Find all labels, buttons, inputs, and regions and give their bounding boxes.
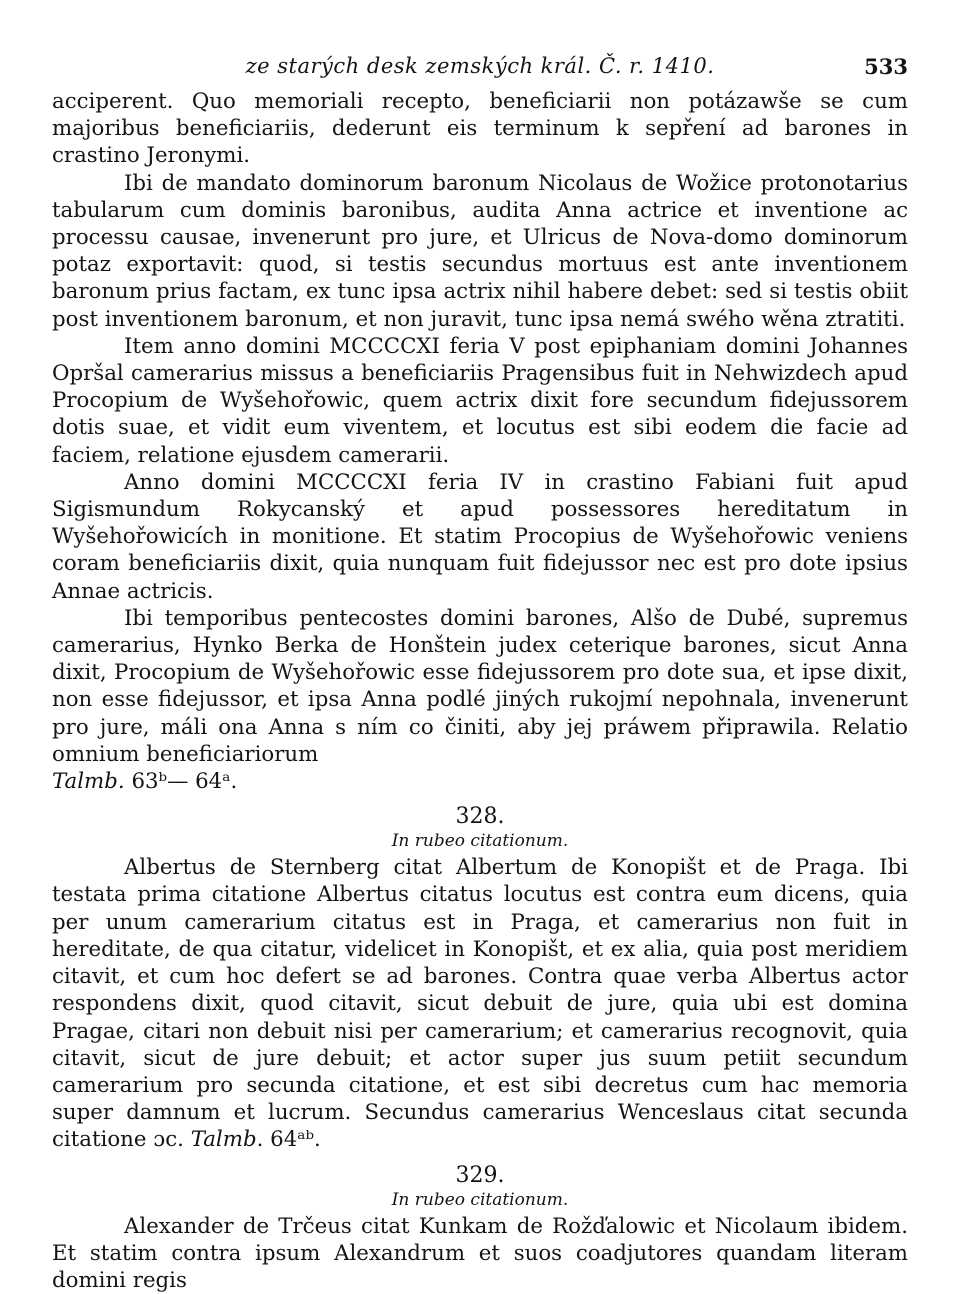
entry-number-328: 328. xyxy=(455,804,505,830)
source-reference-folio: 63ᵇ— 64ᵃ. xyxy=(131,769,238,795)
entry-328-reference-folio: 64ᵃᵇ. xyxy=(270,1127,321,1153)
paragraph-pentecostes xyxy=(52,605,908,795)
entry-source-328: In rubeo citationum. xyxy=(391,831,569,852)
entry-328-reference-label: Talmb. xyxy=(190,1127,264,1153)
entry-text-329: Alexander de Trčeus citat Kunkam de Rožďalowic et Nicolaum ibidem. Et statim contra ipsum Alexandrum et suos coadjutores quandam literam domini regis xyxy=(52,1213,908,1293)
entry-text-328-body: Albertus de Sternberg citat Albertum de Konopišt et de Praga. Ibi testata prima citatione Albertus citatus locutus est contra eum dicens, quia per unum camerarium citatus est in Praga, et camerarius non fuit in hereditate, de qua citatur, videlicet in Konopišt, et ex alia, quia post meridiem citavit, et cum hoc defert se ad barones. Contra quae verba Albertus actor respondens dixit, quod citavit, sicut debuit de jure, quia ubi est domina Pragae, citari non debuit nisi per camerarium; et camerarius recognovit, quia citavit, sicut de jure debuit; et actor super jus suum petiit secundum camerarium pro secunda citatione, et est sibi decretus cum hac memoria super damnum et lucrum. Secundus camerarius Wenceslaus citat secunda citatione ɔc. xyxy=(52,855,908,1153)
entry-text-328 xyxy=(52,854,908,1153)
paragraph-oprsal: Item anno domini MCCCCXI feria V post epiphaniam domini Johannes Opršal camerarius missus a beneficiariis Pragensibus fuit in Nehwizdech apud Procopium de Wyšehořowic, quem actrix dixit fore secundum fidejussorem dotis suae, et vidit eum viventem, et locutus est sibi eodem die facie ad faciem, relatione ejusdem camerarii. xyxy=(52,333,908,468)
paragraph-continuation: acciperent. Quo memoriali recepto, beneficiarii non potázawše se cum majoribus beneficiariis, dederunt eis terminum k sepření ad barones in crastino Jeronymi. xyxy=(52,89,908,169)
paragraph-pentecostes-text: Ibi temporibus pentecostes domini barones, Alšo de Dubé, supremus camerarius, Hynko Berka de Honštein judex ceterique barones, sicut Anna dixit, Procopium de Wyšehořowic esse fidejussorem pro dote sua, et ipse dixit, non esse fidejussor, et ipsa Anna podlé jiných rukojmí nepohnala, invenerunt pro jure, máli ona Anna s ním co činiti, aby jej práwem připrawila. Relatio omnium beneficiariorum xyxy=(52,605,908,767)
entry-number-329: 329. xyxy=(455,1162,505,1188)
paragraph-barons-ruling: Ibi de mandato dominorum baronum Nicolaus de Wožice protonotarius tabularum cum dominis baronibus, audita Anna actrice et inventione ac processu causae, invenerunt pro jure, et Ulricus de Nova-domo dominorum potaz exportavit: quod, si testis secundus mortuus est ante inventionem baronum prius factam, ex tunc ipsa actrix nihil habere debet: sed si testis obiit post inventionem baronum, et non juravit, tunc ipsa nemá swého wěna ztratiti. xyxy=(52,170,908,332)
paragraph-monitione: Anno domini MCCCCXI feria IV in crastino Fabiani fuit apud Sigismundum Rokycanský et apud possessores hereditatum in Wyšehořowicích in monitione. Et statim Procopius de Wyšehořowic veniens coram beneficiariis dixit, quia nunquam fuit fidejussor nec est pro dote ipsius Annae actricis. xyxy=(52,469,908,604)
running-title: ze starých desk zemských král. Č. r. 1410. xyxy=(245,54,715,78)
running-header xyxy=(52,54,908,88)
body-text xyxy=(52,88,908,1294)
source-reference-label: Talmb. xyxy=(52,769,125,795)
entry-source-329: In rubeo citationum. xyxy=(391,1189,569,1210)
page-number: 533 xyxy=(864,54,908,79)
